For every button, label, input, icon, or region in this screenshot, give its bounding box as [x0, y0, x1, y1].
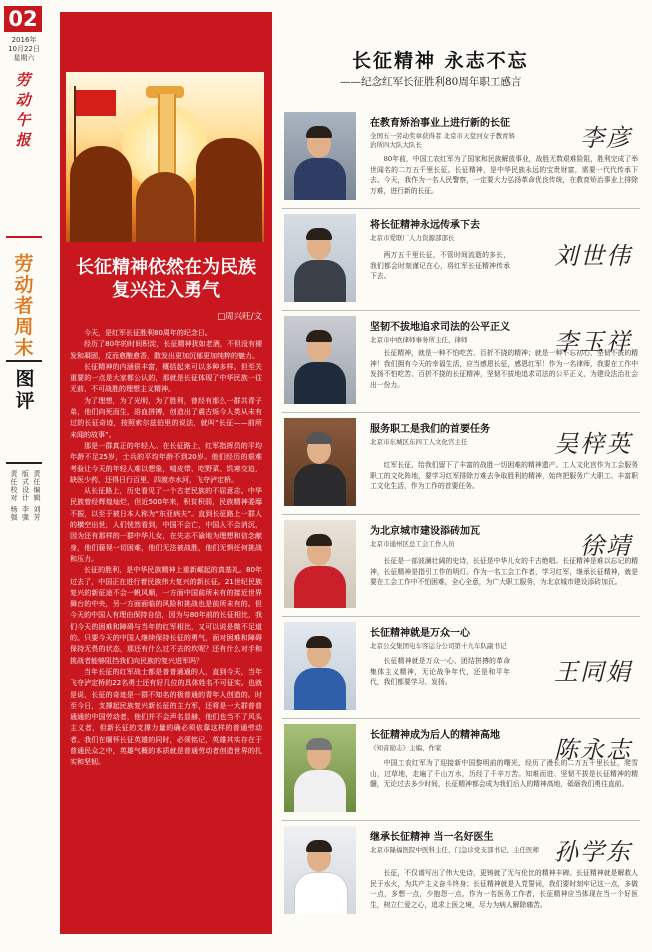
entry-title: 坚韧不拔地追求司法的公平正义 [370, 322, 510, 333]
signature: 李彦 [580, 124, 632, 152]
testimonial-entry [282, 520, 640, 614]
feature-paragraph: 长征的胜利，是中华民族精神上重新崛起的真基礼。80年过去了，中国正在进行着民族伟大复兴的新长征。21世纪民族复兴的新征途不会一帆风顺，一方面中国前所未有的接近世界舞台的中央，另一方面面临的风险和挑战也是前所未有的。但今天的中国人有理由保持自信，因为与80年前的长征相比，我们今天的困难和障碍与当年的红军相比，又可以说是微不足道的。只要今天的中国人继续保持长征的勇气，面对困难和障碍保持无畏的状态，那还有什么过不去的坎呢？还有什么对手和挑战者能够阻挡我们向民族的复兴进军吗？ [70, 566, 262, 665]
signature: 孙学东 [554, 838, 632, 866]
feature-paragraph: 长征精神的内涵很丰富，概括起来可以多种多样。但至关重要的一点是大家都公认的，那就是长征体现了中华民族一往无前、不可战胜的理想主义精神。 [70, 362, 262, 394]
section-name: 劳动者周末 [14, 253, 34, 359]
signature: 徐靖 [580, 532, 632, 560]
entry-title: 服务职工是我们的首要任务 [370, 424, 490, 435]
entry-text: 长征精神，就是一种不怕吃苦、百折不挠的精神；就是一种不忘初心、坚韧不拔的精神！我们拥有今天的幸福生活，应当感恩长征，感恩红军！作为一名律师，我要在工作中发扬不怕吃苦、百折不挠的长征精神，坚韧不拔地追求司法的公平正义，为建设法治社会出一份力。 [370, 349, 638, 389]
testimonial-entry [282, 622, 640, 716]
feature-paragraph: 从长征路上，历史看见了一个古老民族的不屈意志。中华民族曾经辉煌灿烂，但近500年来，积贫积弱，民族精神委靡不振，以至于被日本人称为“东亚病夫”。直到长征路上一群人的横空出世，人们恍然看到，中国不会亡，中国人不会消沉，因为还有那样的一群中华儿女，在失志不渝地为理想和信念献身，他们藐视一切困难，他们无法被战胜，他们无惧任何挑战和压力。 [70, 487, 262, 563]
portrait-photo [284, 418, 356, 506]
portrait-photo [284, 724, 356, 812]
entry-text: 长征精神就是万众一心、团结拼搏的革命集体主义精神，无论战争年代，还是和平年代，我们都要学习、发扬。 [370, 657, 510, 686]
column-name: 图评 [15, 368, 35, 412]
entry-role: 北京市隆福医院中医科主任、门急诊党支部书记、主任医师 [370, 846, 539, 854]
feature-byline: □周兴旺/文 [217, 312, 262, 322]
testimonial-entry [282, 112, 640, 206]
portrait-photo [284, 214, 356, 302]
portrait-photo [284, 826, 356, 914]
entry-text: 长征，不仅谱写出了伟大史诗，更铸就了无与伦比的精神丰碑。长征精神就是解救人民于水火，为共产主义奋斗终身；长征精神就是人党誓词，我们要时刻牢记这一点，多做一点，多想一点，少抱怨一点。作为一名医务工作者，长征精神应当体现在当一个好医生，树立仁爱之心，追求上医之境，尽力为病人解除痛苦。 [370, 869, 638, 909]
testimonial-entry [282, 214, 640, 308]
testimonial-entry [282, 826, 640, 920]
feature-paragraph: 当年长征的红军战士都是普普通通的人，直到今天，当年飞夺泸定桥的22名勇士还有好几位的具体姓名不可征实。也就是说，长征的奇迹是一群不知名的极普通的青年人创造的。时至今日，支撑起民族复兴新长征的主力军，还将是一大群普普通通的中国劳动者，他们并不会声名显赫，他们也当不了风头主义者，但新长征的支撑力量的确必须依靠这样的普通劳动者。我们在缅怀长征英雄的同时，必须铭记，英雄其实存在于普通民众之中，英雄气概的本质就是普通劳动者创造世界的扎实和坚韧。 [70, 667, 262, 767]
signature: 刘世伟 [554, 242, 632, 270]
signature: 吴梓英 [554, 430, 632, 458]
divider [6, 236, 42, 238]
feature-headline: 长征精神依然在为民族复兴注入勇气 [76, 257, 256, 301]
entry-title: 在教育矫治事业上进行新的长征 [370, 118, 510, 129]
entry-title: 为北京城市建设添砖加瓦 [370, 526, 480, 537]
entry-role: 北京市中欧律师事务所主任、律师 [370, 336, 468, 344]
testimonial-entry [282, 316, 640, 410]
entry-role: 北京市通州区总工会工作人员 [370, 540, 455, 548]
signature: 李玉祥 [554, 328, 632, 356]
entry-role: 全国五一劳动奖章获得者 北京市天堂河女子教育矫治所四大队大队长 [370, 132, 516, 149]
entry-title: 长征精神就是万众一心 [370, 628, 470, 639]
credits [9, 470, 41, 521]
feature-paragraph: 经历了80年的时间积淀，长征精神犹如老酒，不但没有褪发和凝固，反而愈酿愈香，散发出更加沉郁更加纯粹的魅力。 [70, 340, 262, 360]
entry-role: 北京市东城区东四工人文化宫主任 [370, 438, 468, 446]
monument-photo [66, 72, 264, 242]
signature: 陈永志 [554, 736, 632, 764]
portrait-photo [284, 520, 356, 608]
entry-role: 北京公交集团电车客运分公司第十九车队副书记 [370, 642, 507, 650]
feature-paragraph: 今天，是红军长征胜利80周年的纪念日。 [84, 329, 212, 337]
feature-paragraph: 那是一群真正的年轻人。在长征路上，红军指挥员的平均年龄不足25岁，士兵的平均年龄不到20岁。他们经历的艰难考验让今天的年轻人难以想象，啃皮带、吃野菜、饥寒交迫，缺医少药，还得日行百里，四渡赤水河，飞夺泸定桥。 [70, 441, 262, 484]
credit-designer: 版式设计 李强 [21, 470, 30, 522]
credit-proofreader: 责任校对 杨强 [10, 470, 18, 522]
issue-date: 2016年 10月22日 星期六 [8, 36, 40, 62]
entry-role: 《知音励志》主编、作家 [370, 744, 442, 752]
feature-article [60, 12, 272, 934]
flag-icon [76, 90, 116, 116]
entry-text: 两万五千里长征，不管时间流逝的多长，我们都会时刻谨记在心，将红军长征精神传承下去。 [370, 251, 510, 280]
testimonial-entry [282, 418, 640, 512]
entry-title: 继承长征精神 当一名好医生 [370, 832, 494, 843]
portrait-photo [284, 316, 356, 404]
entry-text: 红军长征，给我们留下了丰富的战胜一切困难的精神遗产。工人文化宫作为工会服务职工的文化阵地，要学习红军排除万难去争取胜利的精神，始终把服务广大职工、丰富职工文化生活，作为工作的首要任务。 [370, 461, 638, 490]
entry-text: 80年前，中国工农红军为了国家和民族解放事业，战胜无数艰难险阻，胜利完成了举世闻名的二万五千里长征。长征精神，是中华民族永远的宝贵财富，需要一代代传承下去。今天，我作为一名人民警察，一定要大力弘扬革命优良传统，在教育矫治事业上排除万难，进行新的长征。 [370, 155, 638, 195]
portrait-photo [284, 622, 356, 710]
page-subtitle: ——纪念红军长征胜利80周年职工感言 [340, 76, 522, 88]
testimonials-column [282, 22, 640, 934]
feature-body [70, 328, 262, 769]
page-title: 长征精神 永志不忘 [352, 50, 529, 72]
credit-editor: 责任编辑 刘芳 [33, 470, 41, 522]
testimonial-entry [282, 724, 640, 818]
entry-text: 长征是一部波澜壮阔的史诗，长征是中华儿女的千古绝唱。长征精神是难以忘记的精神，长征精神是指引工作的明灯。作为一名工会工作者，学习红军，继承长征精神，就是要在工会工作中不怕困难，全心全意，为广大职工服务，为北京城市建设添砖加瓦。 [370, 557, 638, 586]
portrait-photo [284, 112, 356, 200]
entry-title: 长征精神成为后人的精神高地 [370, 730, 500, 741]
entry-title: 将长征精神永远传承下去 [370, 220, 480, 231]
feature-paragraph: 为了理想，为了光明，为了胜利，曾经有那么一群共青子弟，他们向死而生，浴血拼搏，创造出了震古烁今人类从未有过的长征奇迹，按照索尔兹伯里的说法，就叫“长征——前所未闻的故事”。 [70, 396, 262, 439]
paper-name: 劳动午报 [15, 71, 31, 149]
entry-text: 中国工农红军为了迎接新中国黎明前的曙光，经历了漫长的二万五千里长征，爬雪山，过草地，走遍了千山万水，历经了千辛万苦。知难而进、坚韧不拔是长征精神的精髓，无论过去多少时间，长征精神都会成为我们后人的精神高地，砥砺我们勇往直前。 [370, 759, 638, 788]
page-number: 02 [4, 6, 42, 32]
masthead-strip [0, 0, 48, 952]
entry-role: 北京市爱联厂人力资源部部长 [370, 234, 455, 242]
signature: 王同娟 [554, 658, 632, 686]
